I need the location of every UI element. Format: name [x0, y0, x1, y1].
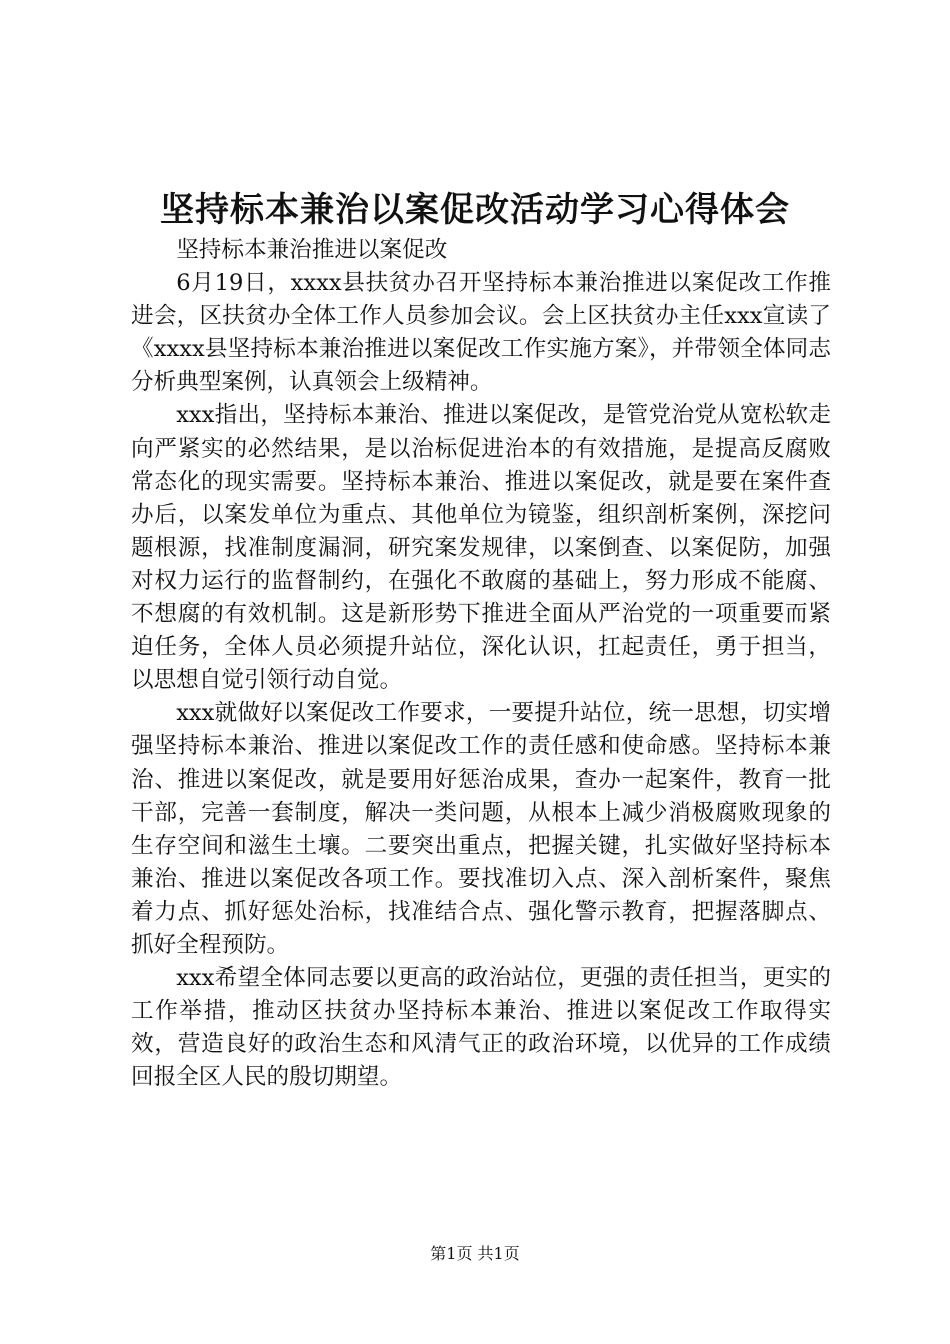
document-title: 坚持标本兼治以案促改活动学习心得体会: [160, 190, 790, 230]
subtitle-paragraph: 坚持标本兼治推进以案促改: [176, 237, 448, 263]
document-body: [131, 234, 831, 1094]
body-paragraph-3: xxx就做好以案促改工作要求，一要提升站位，统一思想，切实增强坚持标本兼治、推进以案促改工作的责任感和使命感。坚持标本兼治、推进以案促改，就是要用好惩治成果，查办一起案件，教育一批干部，完善一套制度，解决一类问题，从根本上减少消极腐败现象的生存空间和滋生土壤。二要突出重点，把握关键，扎实做好坚持标本兼治、推进以案促改各项工作。要找准切入点、深入剖析案件，聚焦着力点、抓好惩处治标，找准结合点、强化警示教育，把握落脚点、抓好全程预防。: [131, 700, 831, 958]
body-paragraph-1: 6月19日，xxxx县扶贫办召开坚持标本兼治推进以案促改工作推进会，区扶贫办全体工作人员参加会议。会上区扶贫办主任xxx宣读了《xxxx县坚持标本兼治推进以案促改工作实施方案》，并带领全体同志分析典型案例，认真领会上级精神。: [131, 270, 831, 396]
page-footer: 第1页 共1页: [430, 1244, 520, 1263]
body-paragraph-4: xxx希望全体同志要以更高的政治站位，更强的责任担当，更实的工作举措，推动区扶贫办坚持标本兼治、推进以案促改工作取得实效，营造良好的政治生态和风清气正的政治环境，以优异的工作成绩回报全区人民的殷切期望。: [131, 965, 831, 1091]
body-paragraph-2: xxx指出，坚持标本兼治、推进以案促改，是管党治党从宽松软走向严紧实的必然结果，是以治标促进治本的有效措施，是提高反腐败常态化的现实需要。坚持标本兼治、推进以案促改，就是要在案件查办后，以案发单位为重点、其他单位为镜鉴，组织剖析案例，深挖问题根源，找准制度漏洞，研究案发规律，以案倒查、以案促防，加强对权力运行的监督制约，在强化不敢腐的基础上，努力形成不能腐、不想腐的有效机制。这是新形势下推进全面从严治党的一项重要而紧迫任务，全体人员必须提升站位，深化认识，扛起责任，勇于担当，以思想自觉引领行动自觉。: [131, 402, 831, 694]
